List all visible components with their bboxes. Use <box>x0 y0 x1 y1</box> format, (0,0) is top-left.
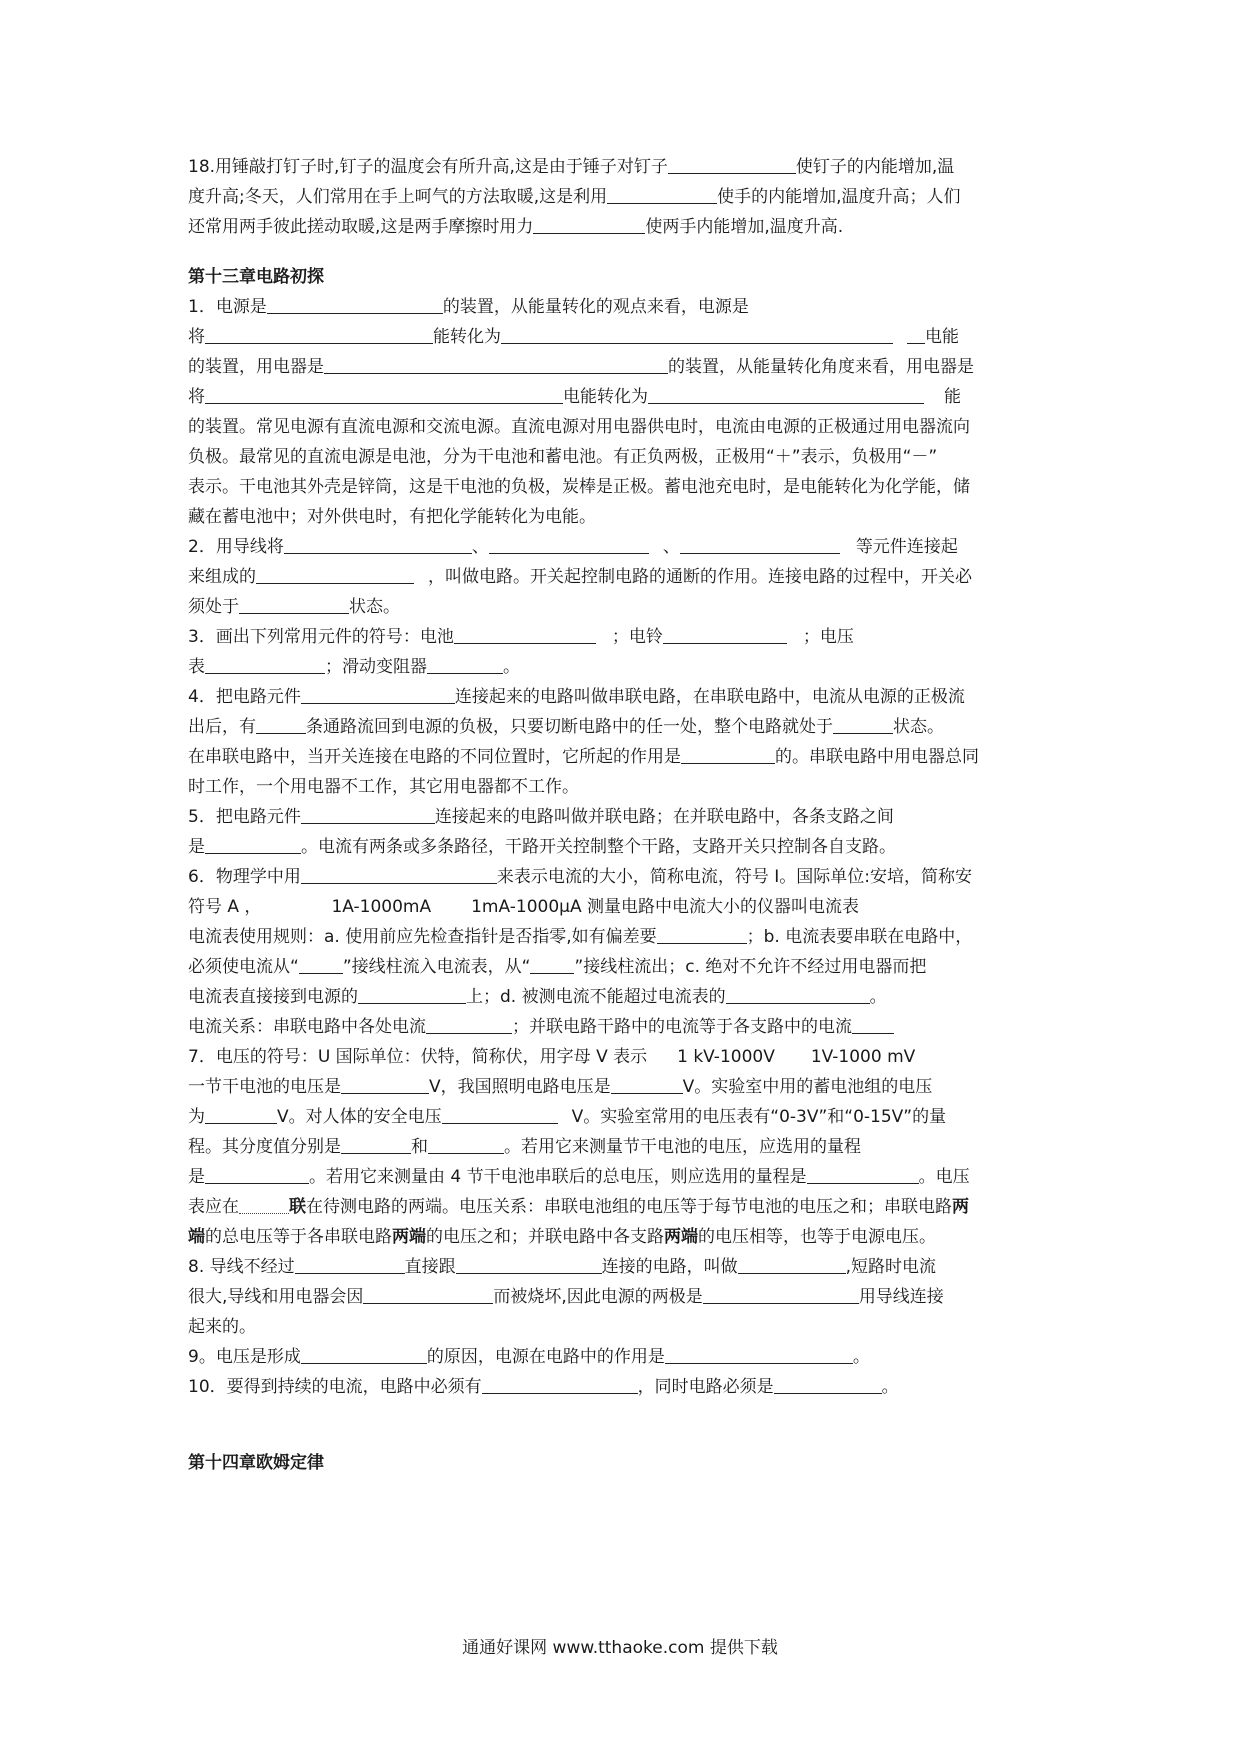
answer-blank[interactable] <box>482 1374 638 1394</box>
answer-blank[interactable] <box>205 654 325 674</box>
answer-blank[interactable] <box>703 1284 859 1304</box>
q5-line-1: 5．把电路元件 连接起来的电路叫做并联电路；在并联电路中，各条支路之间 <box>188 802 1060 832</box>
q18-line-3: 还常用两手彼此搓动取暖,这是两手摩擦时用力 使两手内能增加,温度升高. <box>188 212 1060 242</box>
answer-blank[interactable] <box>681 744 775 764</box>
q1-line-1: 1．电源是 的装置，从能量转化的观点来看，电源是 <box>188 292 1060 322</box>
answer-blank[interactable] <box>295 1254 405 1274</box>
answer-blank[interactable] <box>807 1164 919 1184</box>
q6-line-2: 符号 A ， 1A-1000mA 1mA-1000μA 测量电路中电流大小的仪器叫电流表 <box>188 897 859 917</box>
chapter-14-title: 第十四章欧姆定律 <box>188 1453 324 1473</box>
q18-line-1: 18.用锤敲打钉子时,钉子的温度会有所升高,这是由于锤子对钉子 使钉子的内能增加,温 <box>188 152 1060 182</box>
q7-line-3: 为 V。对人体的安全电压 V。实验室常用的电压表有“0-3V”和“0-15V”的量 <box>188 1102 1060 1132</box>
q9-line: 9。电压是形成 的原因，电源在电路中的作用是 。 <box>188 1342 1060 1372</box>
answer-blank[interactable] <box>648 384 924 404</box>
answer-blank[interactable] <box>657 924 747 944</box>
q18-line-2: 度升高;冬天，人们常用在手上呵气的方法取暖,这是利用 使手的内能增加,温度升高；人们 <box>188 182 1060 212</box>
answer-blank[interactable] <box>530 954 574 974</box>
answer-blank[interactable] <box>324 354 668 374</box>
page-content <box>188 152 1060 1478</box>
answer-blank[interactable] <box>301 864 497 884</box>
q1-line-6: 负极。最常见的直流电源是电池，分为干电池和蓄电池。有正负两极，正极用“＋”表示，负极用“－” <box>188 447 938 467</box>
q7-line-1: 7．电压的符号：U 国际单位：伏特，简称伏，用字母 V 表示 1 kV-1000V 1V-1000 mV <box>188 1047 916 1067</box>
q10-line: 10．要得到持续的电流，电路中必须有 ，同时电路必须是 。 <box>188 1372 1060 1402</box>
q3-line-2: 表 ；滑动变阻器 。 <box>188 652 1060 682</box>
answer-blank[interactable] <box>456 1254 602 1274</box>
answer-blank[interactable] <box>833 714 893 734</box>
q6-line-5: 电流表直接接到电源的 上；d. 被测电流不能超过电流表的 。 <box>188 982 1060 1012</box>
q2-line-1: 2．用导线将 、 、 等元件连接起 <box>188 532 1060 562</box>
answer-blank[interactable] <box>341 1074 429 1094</box>
q6-line-1: 6．物理学中用 来表示电流的大小，简称电流，符号 I。国际单位:安培，简称安 <box>188 862 1060 892</box>
q8-line-3: 起来的。 <box>188 1317 256 1337</box>
q1-line-7: 表示。干电池其外壳是锌筒，这是干电池的负极，炭棒是正极。蓄电池充电时，是电能转化为化学能，储 <box>188 477 970 497</box>
q7-line-4: 程。其分度值分别是 和 。若用它来测量节干电池的电压，应选用的量程 <box>188 1132 1060 1162</box>
answer-blank[interactable] <box>726 984 870 1004</box>
q8-line-2: 很大,导线和用电器会因 而被烧坏,因此电源的两极是 用导线连接 <box>188 1282 1060 1312</box>
q7-line-6: 表应在 联在待测电路的两端。电压关系：串联电池组的电压等于每节电池的电压之和；串联电路两 <box>188 1192 1060 1222</box>
answer-blank[interactable] <box>301 684 455 704</box>
page-footer: 通通好课网 www.tthaoke.com 提供下载 <box>462 1638 778 1658</box>
answer-blank[interactable] <box>426 1014 512 1034</box>
answer-blank[interactable] <box>852 1014 894 1034</box>
answer-blank[interactable] <box>611 1074 683 1094</box>
q5-line-2: 是 。电流有两条或多条路径，干路开关控制整个干路，支路开关只控制各自支路。 <box>188 832 1060 862</box>
q1-line-5: 的装置。常见电源有直流电源和交流电源。直流电源对用电器供电时，电流由电源的正极通过用电器流向 <box>188 417 970 437</box>
answer-blank[interactable] <box>363 1284 493 1304</box>
answer-blank[interactable] <box>680 534 840 554</box>
answer-blank[interactable] <box>299 954 343 974</box>
q1-line-2: 将 能转化为 电能 <box>188 322 1060 352</box>
answer-blank[interactable] <box>428 1134 504 1154</box>
answer-blank[interactable] <box>454 624 596 644</box>
answer-blank[interactable] <box>205 1104 277 1124</box>
answer-blank[interactable] <box>501 324 893 344</box>
answer-blank[interactable] <box>341 1134 411 1154</box>
answer-blank[interactable] <box>256 714 306 734</box>
answer-blank[interactable] <box>267 294 443 314</box>
answer-blank[interactable] <box>738 1254 846 1274</box>
q2-line-3: 须处于 状态。 <box>188 592 1060 622</box>
q2-line-2: 来组成的 ，叫做电路。开关起控制电路的通断的作用。连接电路的过程中，开关必 <box>188 562 1060 592</box>
q8-line-1: 8. 导线不经过 直接跟 连接的电路，叫做 ,短路时电流 <box>188 1252 1060 1282</box>
q3-line-1: 3．画出下列常用元件的符号：电池 ；电铃 ；电压 <box>188 622 1060 652</box>
q4-line-1: 4．把电路元件 连接起来的电路叫做串联电路，在串联电路中，电流从电源的正极流 <box>188 682 1060 712</box>
answer-blank[interactable] <box>665 1344 853 1364</box>
q4-line-2: 出后，有 条通路流回到电源的负极，只要切断电路中的任一处，整个电路就处于 状态。 <box>188 712 1060 742</box>
q6-line-4: 必须使电流从“ ”接线柱流入电流表，从“ ”接线柱流出；c. 绝对不允许不经过用电器而把 <box>188 952 1060 982</box>
answer-blank[interactable] <box>442 1104 558 1124</box>
q7-line-2: 一节干电池的电压是 V，我国照明电路电压是 V。实验室中用的蓄电池组的电压 <box>188 1072 1060 1102</box>
answer-blank[interactable] <box>668 154 796 174</box>
q4-line-4: 时工作，一个用电器不工作，其它用电器都不工作。 <box>188 777 579 797</box>
answer-blank[interactable] <box>358 984 466 1004</box>
answer-blank[interactable] <box>301 804 435 824</box>
q6-line-3: 电流表使用规则：a. 使用前应先检查指针是否指零,如有偏差要 ；b. 电流表要串联在电路中， <box>188 922 1060 952</box>
answer-blank[interactable] <box>427 654 503 674</box>
q7-line-7: 端的总电压等于各串联电路两端的电压之和；并联电路中各支路两端的电压相等，也等于电源电压。 <box>188 1227 936 1247</box>
q7-line-5: 是 。若用它来测量由 4 节干电池串联后的总电压，则应选用的量程是 。电压 <box>188 1162 1060 1192</box>
answer-blank[interactable] <box>239 1194 289 1214</box>
chapter-13-title: 第十三章电路初探 <box>188 267 324 287</box>
answer-blank[interactable] <box>239 594 349 614</box>
answer-blank[interactable] <box>205 324 433 344</box>
q1-line-4: 将 电能转化为 能 <box>188 382 1060 412</box>
q6-line-6: 电流关系：串联电路中各处电流 ；并联电路干路中的电流等于各支路中的电流 <box>188 1012 1060 1042</box>
q1-line-8: 藏在蓄电池中；对外供电时，有把化学能转化为电能。 <box>188 507 596 527</box>
answer-blank[interactable] <box>284 534 472 554</box>
q4-line-3: 在串联电路中，当开关连接在电路的不同位置时，它所起的作用是 的。串联电路中用电器总同 <box>188 742 1060 772</box>
answer-blank[interactable] <box>205 1164 309 1184</box>
answer-blank[interactable] <box>533 214 645 234</box>
answer-blank[interactable] <box>907 324 925 344</box>
answer-blank[interactable] <box>774 1374 882 1394</box>
answer-blank[interactable] <box>607 184 717 204</box>
answer-blank[interactable] <box>205 384 563 404</box>
answer-blank[interactable] <box>489 534 649 554</box>
answer-blank[interactable] <box>205 834 301 854</box>
answer-blank[interactable] <box>663 624 787 644</box>
answer-blank[interactable] <box>301 1344 427 1364</box>
answer-blank[interactable] <box>256 564 414 584</box>
q1-line-3: 的装置，用电器是 的装置，从能量转化角度来看，用电器是 <box>188 352 1060 382</box>
